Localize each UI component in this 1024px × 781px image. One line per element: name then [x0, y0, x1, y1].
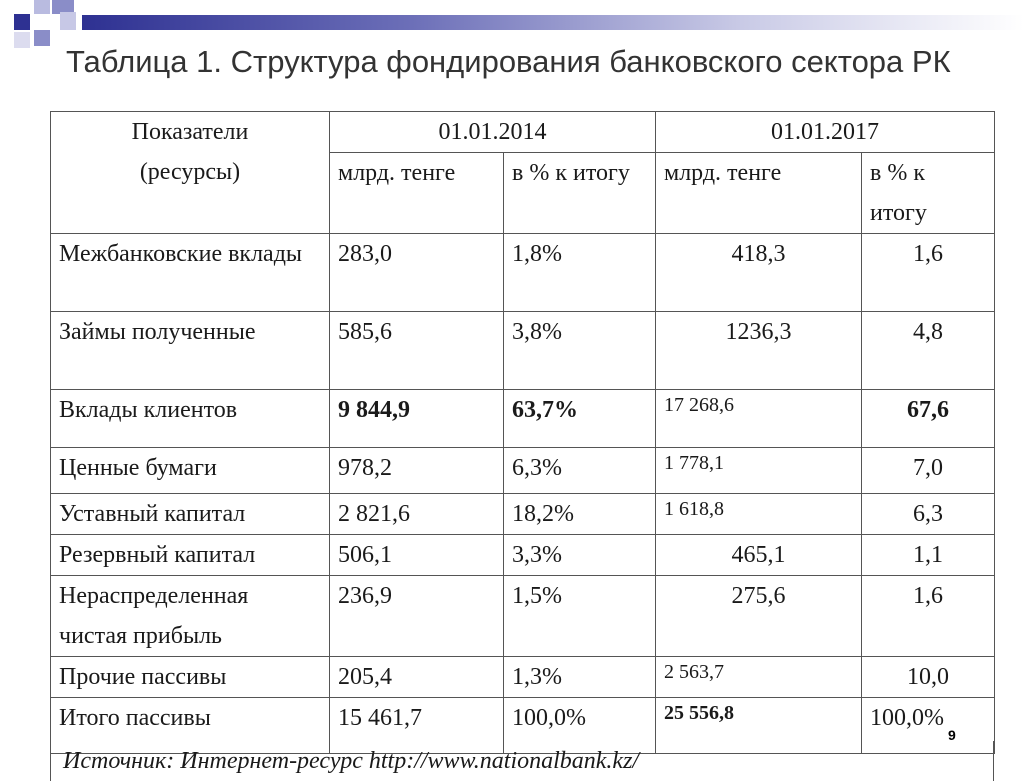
deco-square [14, 14, 30, 30]
source-note: Источник: Интернет-ресурс http://www.nationalbank.kz/ [50, 741, 994, 781]
row-value-2014: 585,6 [330, 312, 504, 390]
row-name: Уставный капитал [51, 494, 330, 535]
table-row [51, 390, 995, 448]
row-pct-2014: 1,8% [504, 234, 656, 312]
table-header-row [51, 112, 995, 153]
row-value-2017: 17 268,6 [656, 390, 862, 448]
table-row [51, 576, 995, 657]
row-pct-2017: 7,0 [862, 448, 995, 494]
table-row [51, 234, 995, 312]
row-pct-2017: 67,6 [862, 390, 995, 448]
header-pct-2017: в % к итогу [862, 153, 995, 234]
row-value-2014: 236,9 [330, 576, 504, 657]
header-indicators [51, 112, 330, 234]
row-value-2014: 283,0 [330, 234, 504, 312]
row-pct-2014: 1,5% [504, 576, 656, 657]
row-pct-2014: 100,0% [504, 698, 656, 754]
row-pct-2017: 1,6 [862, 576, 995, 657]
row-value-2017: 25 556,8 [656, 698, 862, 754]
row-name: Итого пассивы [51, 698, 330, 754]
deco-square [14, 32, 30, 48]
row-pct-2017: 1,1 [862, 535, 995, 576]
deco-square [60, 12, 76, 30]
row-value-2017: 1236,3 [656, 312, 862, 390]
header-pct-2014: в % к итогу [504, 153, 656, 234]
row-pct-2014: 3,3% [504, 535, 656, 576]
row-value-2017: 465,1 [656, 535, 862, 576]
row-value-2017: 1 778,1 [656, 448, 862, 494]
row-name: Вклады клиентов [51, 390, 330, 448]
row-value-2014: 978,2 [330, 448, 504, 494]
row-value-2017: 275,6 [656, 576, 862, 657]
row-pct-2014: 1,3% [504, 657, 656, 698]
row-pct-2017: 100,0% [862, 698, 995, 754]
row-value-2014: 2 821,6 [330, 494, 504, 535]
deco-square [34, 30, 50, 46]
row-pct-2017: 1,6 [862, 234, 995, 312]
row-value-2017: 2 563,7 [656, 657, 862, 698]
header-unit-2017: млрд. тенге [656, 153, 862, 234]
row-pct-2014: 6,3% [504, 448, 656, 494]
header-gradient-bar [82, 15, 1024, 30]
row-value-2017: 418,3 [656, 234, 862, 312]
row-name: Нераспределенная чистая прибыль [51, 576, 330, 657]
header-date-2017: 01.01.2017 [656, 112, 995, 153]
row-name: Резервный капитал [51, 535, 330, 576]
row-pct-2017: 6,3 [862, 494, 995, 535]
row-name: Прочие пассивы [51, 657, 330, 698]
header-date-2014: 01.01.2014 [330, 112, 656, 153]
row-name: Займы полученные [51, 312, 330, 390]
row-value-2017: 1 618,8 [656, 494, 862, 535]
table-row [51, 657, 995, 698]
table-row [51, 494, 995, 535]
row-name: Ценные бумаги [51, 448, 330, 494]
row-value-2014: 205,4 [330, 657, 504, 698]
row-value-2014: 506,1 [330, 535, 504, 576]
row-name: Межбанковские вклады [51, 234, 330, 312]
page-number: 9 [948, 727, 956, 743]
row-pct-2014: 63,7% [504, 390, 656, 448]
row-value-2014: 9 844,9 [330, 390, 504, 448]
header-indicators-line2: (ресурсы) [139, 159, 241, 185]
table-row [51, 448, 995, 494]
header-unit-2014: млрд. тенге [330, 153, 504, 234]
row-pct-2014: 18,2% [504, 494, 656, 535]
row-value-2014: 15 461,7 [330, 698, 504, 754]
row-pct-2017: 4,8 [862, 312, 995, 390]
header-indicators-line1: Показатели [131, 119, 249, 145]
table-row [51, 312, 995, 390]
funding-structure-table [50, 111, 995, 754]
row-pct-2014: 3,8% [504, 312, 656, 390]
row-pct-2017: 10,0 [862, 657, 995, 698]
slide-title: Таблица 1. Структура фондирования банковского сектора РК [66, 44, 951, 79]
deco-square [34, 0, 50, 14]
table-row [51, 535, 995, 576]
